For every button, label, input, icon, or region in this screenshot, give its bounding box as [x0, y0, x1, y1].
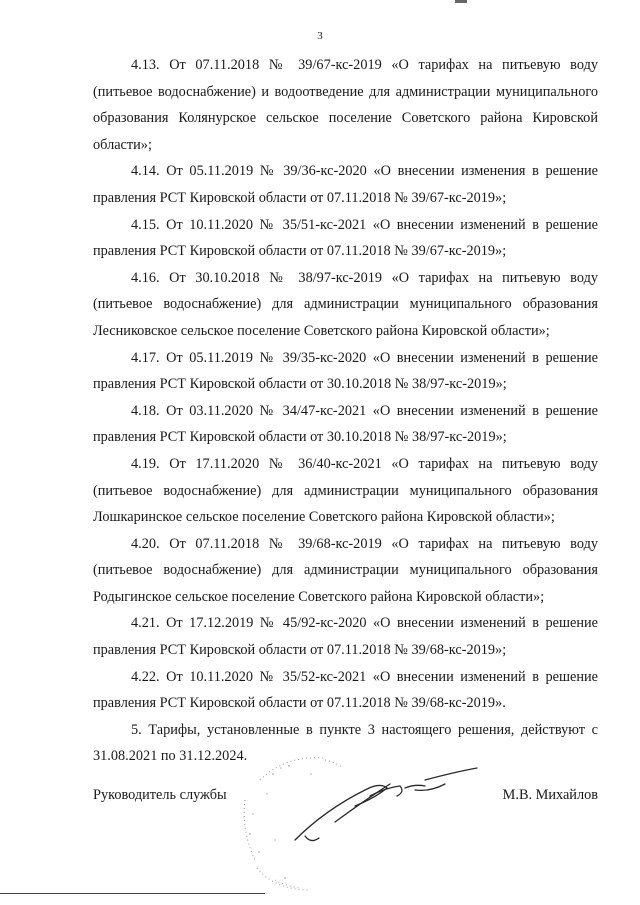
paragraph-4-21: 4.21. От 17.12.2019 № 45/92-кс-2020 «О внесении изменений в решение правления РСТ Кировской области от 07.11.2018 № 39/68-кс-2019»; [93, 615, 598, 659]
signature-block [93, 782, 598, 812]
paragraph-4-15: 4.15. От 10.11.2020 № 35/51-кс-2021 «О внесении изменений в решение правления РСТ Кировской области от 07.11.2018 № 39/67-кс-2019»; [93, 216, 598, 260]
paragraph-4-14: 4.14. От 05.11.2019 № 39/36-кс-2020 «О внесении изменения в решение правления РСТ Кировской области от 07.11.2018 № 39/67-кс-2019»; [93, 163, 598, 206]
paragraph-4-19: 4.19. От 17.11.2020 № 36/40-кс-2021 «О тарифах на питьевую воду (питьевое водоснабжение) для администрации муниципального образования Лошкаринское сельское поселение Советского района Кировской области»; [93, 455, 598, 526]
paragraph-4-16: 4.16. От 30.10.2018 № 38/97-кс-2019 «О тарифах на питьевую воду (питьевое водоснабжение) для администрации муниципального образования Лесниковское сельское поселение Советского района Кировской области»; [93, 269, 598, 339]
page-number: 3 [317, 30, 323, 42]
stamp-and-signature [215, 740, 495, 900]
paragraph-4-20: 4.20. От 07.11.2018 № 39/68-кс-2019 «О тарифах на питьевую воду (питьевое водоснабжение) для администрации муниципального образования Родыгинское сельское поселение Советского района Кировской области»; [93, 535, 598, 605]
scan-mark [455, 0, 467, 3]
paragraph-4-18: 4.18. От 03.11.2020 № 34/47-кс-2021 «О внесении изменений в решение правления РСТ Кировской области от 30.10.2018 № 38/97-кс-2019»; [93, 402, 598, 446]
footer-rule [0, 893, 265, 894]
signatory-name: М.В. Михайлов [502, 787, 598, 803]
paragraph-4-22: 4.22. От 10.11.2020 № 35/52-кс-2021 «О внесении изменений в решение правления РСТ Кировской области от 07.11.2018 № 39/68-кс-2019». [93, 668, 598, 712]
paragraph-4-13: 4.13. От 07.11.2018 № 39/67-кс-2019 «О тарифах на питьевую воду (питьевое водоснабжение) и водоотведение для администрации муниципального образования Колянурское сельское поселение Советского района Кировской области»; [93, 57, 598, 153]
paragraph-5: 5. Тарифы, установленные в пункте 3 настоящего решения, действуют с 31.08.2021 по 31.12.2024. [93, 721, 598, 765]
stamp-ring [244, 758, 343, 890]
paragraph-4-17: 4.17. От 05.11.2019 № 39/35-кс-2020 «О внесении изменений в решение правления РСТ Кировской области от 30.10.2018 № 38/97-кс-2019»; [93, 349, 598, 393]
document-body [93, 52, 598, 770]
signatory-position: Руководитель службы [93, 787, 227, 803]
